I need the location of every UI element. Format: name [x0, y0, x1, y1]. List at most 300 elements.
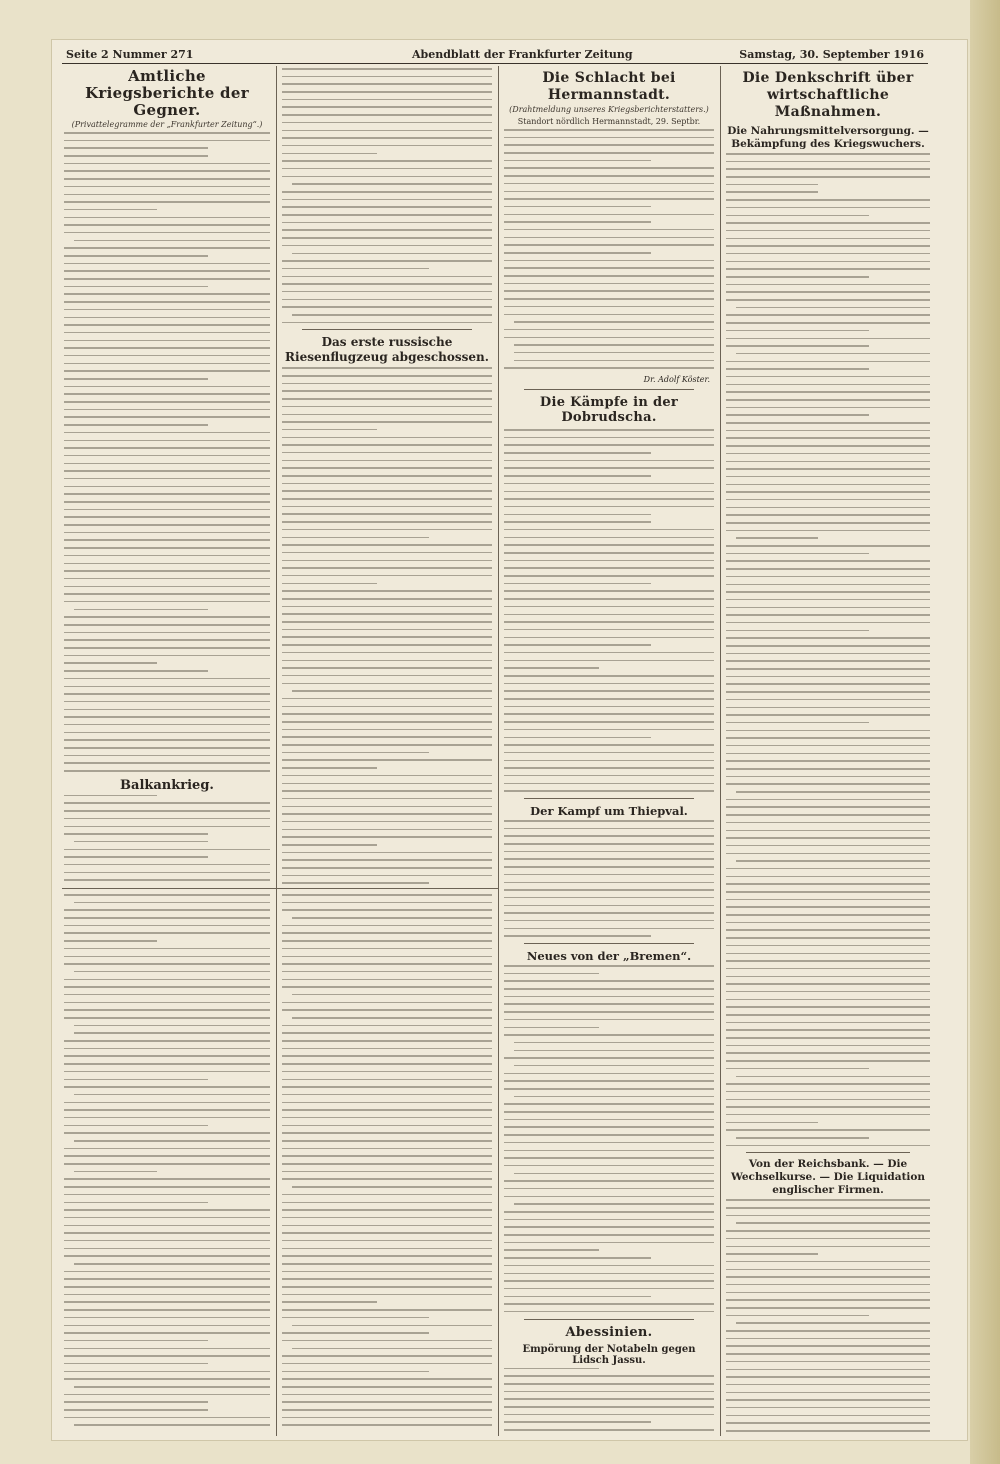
text-line	[504, 1219, 714, 1221]
text-line	[64, 1409, 208, 1411]
text-line	[282, 683, 492, 685]
text-line	[64, 524, 270, 526]
text-line	[282, 1255, 492, 1257]
text-line	[64, 1301, 270, 1303]
text-line	[282, 521, 492, 523]
text-line	[504, 1080, 714, 1082]
text-line	[726, 599, 930, 601]
text-line	[64, 278, 270, 280]
text-line	[292, 994, 492, 996]
text-line	[282, 1271, 492, 1273]
text-line	[726, 1361, 930, 1363]
text-line	[64, 678, 270, 680]
text-line	[64, 416, 270, 418]
text-line	[504, 237, 714, 239]
text-line	[64, 1048, 270, 1050]
text-line	[726, 799, 930, 801]
text-line	[64, 539, 270, 541]
text-line	[282, 260, 492, 262]
text-line	[504, 851, 714, 853]
text-line	[282, 875, 492, 877]
text-line	[726, 891, 930, 893]
text-line	[282, 744, 492, 746]
text-line	[282, 1232, 492, 1234]
text-line	[64, 1378, 270, 1380]
text-line	[282, 1317, 429, 1319]
text-line	[64, 894, 270, 896]
text-line	[282, 1117, 492, 1119]
text-line	[504, 614, 714, 616]
text-line	[64, 1163, 270, 1165]
text-line	[504, 560, 714, 562]
text-line	[726, 737, 930, 739]
text-line	[726, 1045, 930, 1047]
text-line	[64, 1225, 270, 1227]
text-line	[726, 322, 930, 324]
text-line	[504, 729, 714, 731]
text-line	[282, 529, 492, 531]
text-line	[64, 810, 270, 812]
text-line	[726, 507, 930, 509]
text-line	[64, 140, 270, 142]
text-line	[64, 1086, 270, 1088]
text-line	[282, 1409, 492, 1411]
text-line	[504, 1368, 599, 1370]
text-line	[64, 948, 270, 950]
text-line	[726, 1091, 930, 1093]
text-line	[726, 568, 930, 570]
text-line	[726, 276, 869, 278]
text-line	[74, 1094, 270, 1096]
text-line	[282, 490, 492, 492]
text-line	[282, 575, 492, 577]
text-line	[64, 1194, 270, 1196]
text-line	[726, 230, 930, 232]
text-line	[726, 1369, 930, 1371]
col3-text	[504, 429, 714, 792]
text-line	[282, 1178, 492, 1180]
text-line	[64, 1355, 270, 1357]
text-line	[504, 996, 714, 998]
text-line	[726, 953, 930, 955]
text-line	[282, 137, 492, 139]
feuilleton-rule	[62, 888, 498, 889]
text-line	[726, 683, 930, 685]
text-line	[726, 730, 930, 732]
text-line	[736, 1322, 930, 1324]
text-line	[726, 691, 930, 693]
text-line	[282, 1009, 492, 1011]
text-line	[504, 690, 714, 692]
text-line	[64, 932, 270, 934]
text-line	[726, 830, 930, 832]
text-line	[504, 1226, 714, 1228]
text-line	[726, 222, 930, 224]
text-line	[64, 270, 270, 272]
text-line	[282, 130, 492, 132]
text-line	[504, 706, 714, 708]
text-line	[504, 1398, 714, 1400]
text-line	[64, 1017, 270, 1019]
text-line	[504, 652, 714, 654]
text-line	[282, 1225, 492, 1227]
text-line	[504, 675, 714, 677]
column-3	[504, 68, 714, 1434]
text-line	[504, 1391, 714, 1393]
text-line	[726, 707, 930, 709]
text-line	[504, 552, 714, 554]
text-line	[282, 813, 492, 815]
text-line	[504, 835, 714, 837]
text-line	[282, 122, 492, 124]
text-line	[504, 721, 714, 723]
text-line	[726, 1345, 930, 1347]
col3-title-abessinien: Abessinien.	[565, 1324, 653, 1340]
text-line	[282, 598, 492, 600]
text-line	[282, 1355, 492, 1357]
text-line	[292, 314, 492, 316]
text-line	[504, 221, 651, 223]
text-line	[504, 1157, 714, 1159]
text-line	[64, 555, 270, 557]
text-line	[726, 883, 930, 885]
text-line	[504, 828, 714, 830]
text-line	[282, 222, 492, 224]
text-line	[74, 841, 208, 843]
text-line	[504, 1406, 714, 1408]
text-line	[726, 722, 869, 724]
col3-sub-abessinien: Empörung der Notabeln gegen Lidsch Jassu.	[522, 1343, 696, 1366]
text-line	[726, 430, 930, 432]
text-line	[64, 1063, 270, 1065]
text-line	[726, 937, 930, 939]
text-line	[64, 1217, 270, 1219]
text-line	[74, 1386, 270, 1388]
text-line	[282, 513, 492, 515]
text-line	[64, 532, 270, 534]
text-line	[726, 660, 930, 662]
text-line	[282, 83, 492, 85]
text-line	[726, 1415, 930, 1417]
text-line	[726, 368, 869, 370]
text-line	[726, 783, 930, 785]
text-line	[282, 1378, 492, 1380]
text-line	[504, 314, 714, 316]
text-line	[74, 1424, 270, 1426]
text-line	[64, 370, 270, 372]
text-line	[64, 1079, 208, 1081]
text-line	[726, 1384, 930, 1386]
col4-title-reichsbank: Von der Reichsbank. — Die Wechselkurse. — Die Liquidation englischer Firmen.	[730, 1158, 926, 1197]
text-line	[504, 244, 714, 246]
text-line	[282, 1125, 492, 1127]
text-line	[514, 1042, 714, 1044]
text-line	[504, 698, 714, 700]
col4-text	[726, 153, 930, 1146]
text-line	[282, 925, 492, 927]
column-rule	[276, 66, 277, 1436]
text-line	[64, 686, 270, 688]
text-line	[64, 186, 270, 188]
text-line	[504, 175, 714, 177]
text-line	[282, 783, 492, 785]
text-line	[64, 1009, 270, 1011]
text-line	[726, 215, 869, 217]
text-line	[282, 1155, 492, 1157]
feuilleton-text	[282, 894, 492, 1426]
text-line	[282, 483, 492, 485]
text-line	[726, 284, 930, 286]
text-line	[282, 806, 492, 808]
text-line	[504, 783, 714, 785]
text-line	[64, 440, 270, 442]
text-line	[282, 759, 492, 761]
text-line	[282, 644, 492, 646]
text-line	[282, 652, 492, 654]
col4-text	[726, 1199, 930, 1434]
text-line	[726, 184, 818, 186]
text-line	[282, 1332, 429, 1334]
text-line	[504, 920, 714, 922]
text-line	[726, 1376, 930, 1378]
text-line	[282, 698, 492, 700]
text-line	[64, 979, 270, 981]
text-line	[282, 675, 492, 677]
text-line	[282, 971, 492, 973]
text-line	[504, 206, 651, 208]
text-line	[282, 1055, 492, 1057]
text-line	[504, 491, 714, 493]
text-line	[64, 616, 270, 618]
text-line	[504, 874, 714, 876]
col1-text	[64, 132, 270, 772]
text-line	[726, 1230, 930, 1232]
text-line	[504, 1234, 714, 1236]
text-line	[504, 160, 651, 162]
text-line	[726, 530, 930, 532]
text-line	[282, 1263, 492, 1265]
text-line	[736, 860, 930, 862]
text-line	[282, 145, 492, 147]
text-line	[504, 129, 714, 131]
text-line	[726, 906, 930, 908]
header-left: Seite 2 Nummer 271	[66, 48, 194, 61]
separator	[746, 1152, 910, 1153]
text-line	[282, 191, 492, 193]
text-line	[726, 1006, 930, 1008]
text-line	[726, 1338, 930, 1340]
text-line	[726, 153, 930, 155]
text-line	[726, 853, 930, 855]
text-line	[726, 1215, 930, 1217]
text-line	[504, 306, 714, 308]
text-line	[726, 1083, 930, 1085]
text-line	[64, 1363, 208, 1365]
text-line	[726, 199, 930, 201]
text-line	[282, 1194, 492, 1196]
text-line	[282, 1094, 492, 1096]
text-line	[504, 752, 714, 754]
text-line	[282, 68, 492, 70]
text-line	[736, 1137, 869, 1139]
text-line	[504, 790, 714, 792]
text-line	[64, 826, 270, 828]
text-line	[736, 1076, 930, 1078]
text-line	[736, 353, 930, 355]
text-line	[504, 882, 714, 884]
text-line	[64, 340, 270, 342]
text-line	[64, 255, 208, 257]
text-line	[726, 1253, 818, 1255]
text-line	[726, 314, 930, 316]
text-line	[282, 1140, 492, 1142]
page-header	[62, 45, 928, 64]
text-line	[282, 444, 492, 446]
text-line	[64, 1148, 270, 1150]
text-line	[64, 1394, 270, 1396]
text-line	[726, 1407, 930, 1409]
text-line	[504, 928, 714, 930]
text-line	[282, 1202, 492, 1204]
text-line	[64, 716, 270, 718]
col2-text	[282, 68, 492, 323]
text-line	[504, 1296, 651, 1298]
text-line	[726, 514, 930, 516]
text-line	[64, 424, 208, 426]
text-line	[64, 447, 270, 449]
text-line	[504, 252, 651, 254]
text-line	[64, 493, 270, 495]
text-line	[64, 1340, 208, 1342]
text-line	[64, 1348, 270, 1350]
text-line	[514, 321, 714, 323]
text-line	[726, 330, 869, 332]
text-line	[504, 1429, 714, 1431]
text-line	[504, 1303, 714, 1305]
text-line	[504, 1242, 714, 1244]
text-line	[64, 1309, 270, 1311]
text-line	[504, 1103, 714, 1105]
feuilleton-left	[64, 894, 270, 1434]
text-line	[726, 261, 930, 263]
text-line	[282, 1340, 492, 1342]
text-line	[64, 655, 270, 657]
text-line	[64, 301, 270, 303]
text-line	[282, 1371, 429, 1373]
text-line	[514, 344, 714, 346]
col3-title-hermannstadt: Die Schlacht bei Hermannstadt.	[542, 70, 676, 103]
text-line	[726, 245, 930, 247]
text-line	[504, 980, 714, 982]
text-line	[282, 199, 492, 201]
text-line	[282, 1040, 492, 1042]
text-line	[282, 882, 429, 884]
text-line	[726, 1238, 930, 1240]
text-line	[726, 453, 930, 455]
text-line	[726, 1299, 930, 1301]
text-line	[282, 909, 492, 911]
text-line	[726, 945, 930, 947]
column-2	[282, 68, 492, 886]
separator	[524, 389, 694, 390]
text-line	[726, 491, 930, 493]
text-line	[282, 206, 492, 208]
text-line	[736, 1222, 930, 1224]
text-line	[64, 963, 270, 965]
text-line	[726, 376, 930, 378]
text-line	[282, 979, 492, 981]
text-line	[504, 1019, 714, 1021]
col4-title: Die Denkschrift über wirtschaftliche Maßnahmen.	[742, 70, 914, 120]
text-line	[726, 437, 930, 439]
text-line	[504, 337, 714, 339]
text-line	[64, 217, 270, 219]
text-line	[726, 1284, 930, 1286]
text-line	[504, 897, 714, 899]
text-line	[64, 693, 270, 695]
text-line	[282, 660, 492, 662]
text-line	[504, 1034, 714, 1036]
text-line	[64, 986, 270, 988]
text-line	[504, 444, 714, 446]
text-line	[726, 499, 930, 501]
text-line	[726, 745, 930, 747]
text-line	[282, 829, 492, 831]
text-line	[64, 1271, 270, 1273]
text-line	[726, 1122, 818, 1124]
text-line	[282, 1240, 492, 1242]
text-line	[504, 935, 651, 937]
text-line	[726, 991, 930, 993]
text-line	[282, 590, 492, 592]
text-line	[292, 1325, 492, 1327]
text-line	[64, 147, 208, 149]
text-line	[726, 753, 930, 755]
text-line	[504, 667, 599, 669]
text-line	[282, 1025, 492, 1027]
text-line	[726, 207, 930, 209]
text-line	[726, 1353, 930, 1355]
text-line	[64, 1317, 270, 1319]
text-line	[504, 1375, 714, 1377]
text-line	[504, 191, 714, 193]
text-line	[514, 1050, 714, 1052]
text-line	[282, 790, 492, 792]
text-line	[282, 552, 492, 554]
col3-title-dobrudscha: Die Kämpfe in der Dobrudscha.	[539, 395, 679, 425]
text-line	[726, 391, 930, 393]
text-line	[504, 744, 714, 746]
text-line	[64, 317, 270, 319]
text-line	[64, 470, 270, 472]
text-line	[726, 476, 930, 478]
text-line	[726, 484, 930, 486]
text-line	[64, 762, 270, 764]
text-line	[504, 1273, 714, 1275]
text-line	[514, 1065, 714, 1067]
text-line	[64, 1278, 270, 1280]
text-line	[282, 636, 492, 638]
text-line	[736, 537, 818, 539]
text-line	[504, 514, 651, 516]
text-line	[64, 155, 208, 157]
text-line	[726, 645, 930, 647]
text-line	[504, 767, 714, 769]
text-line	[64, 639, 270, 641]
text-line	[64, 1202, 208, 1204]
text-line	[282, 902, 492, 904]
text-line	[504, 1088, 714, 1090]
